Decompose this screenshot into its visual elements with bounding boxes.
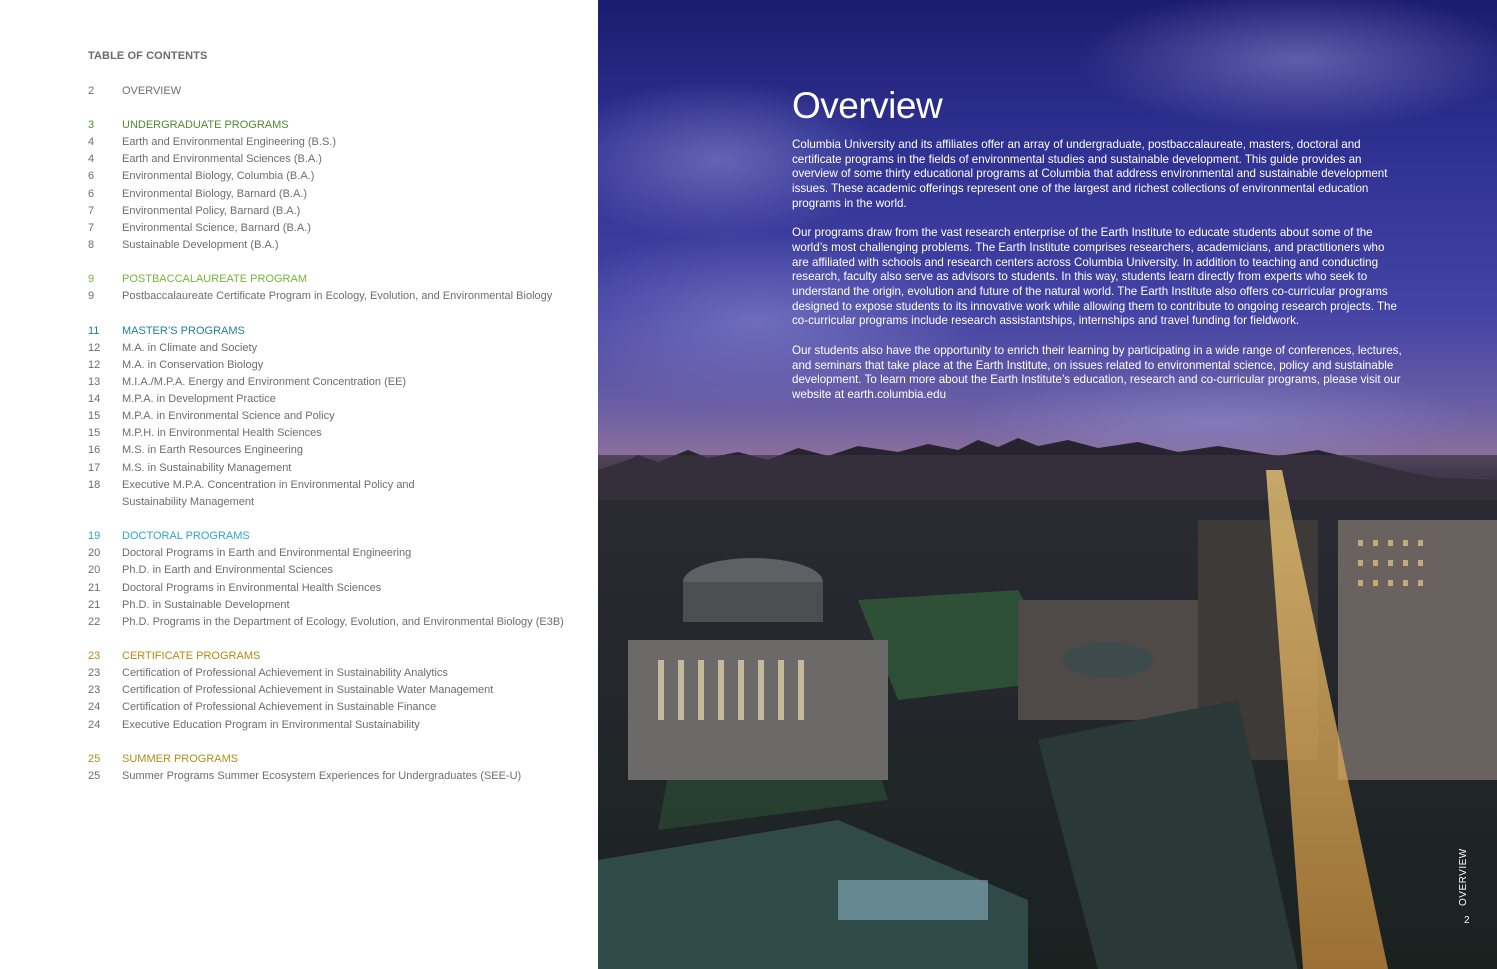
overview-paragraph: Columbia University and its affiliates offer an array of undergraduate, postbaccalaureate, masters, doctoral and certificate programs in the fields of environmental studies and sustainable development. This guide provides an overview of some thirty educational programs at Columbia that address environmental and sustainable development issues. These academic offerings represent one of the largest and richest collections of environmental education programs in the world. — [792, 138, 1388, 210]
toc-entry[interactable] — [88, 442, 588, 459]
toc-entry-label: Certification of Professional Achievement in Sustainable Finance — [122, 701, 437, 713]
toc-entry-label: Sustainable Development (B.A.) — [122, 239, 279, 251]
overview-paragraph: Our students also have the opportunity to enrich their learning by participating in a wide range of conferences, lectures, and seminars that take place at the Earth Institute, on issues related to environmental science, policy and sustainable development. To learn more about the Earth Institute’s education, research and co-curricular programs, please visit our website at earth.columbia.edu — [792, 343, 1402, 401]
toc-entry[interactable] — [88, 408, 588, 425]
toc-entry[interactable] — [88, 391, 588, 408]
toc-section-label: CERTIFICATE PROGRAMS — [122, 650, 261, 662]
toc-entry-label: Environmental Science, Barnard (B.A.) — [122, 222, 311, 234]
toc-entry-label: M.S. in Sustainability Management — [122, 462, 292, 474]
toc-section-certificate[interactable] — [88, 648, 588, 665]
toc-entry[interactable] — [88, 357, 588, 374]
toc-entry-label: Certification of Professional Achievement in Sustainability Analytics — [122, 667, 448, 679]
toc-page-number: 16 — [88, 444, 101, 456]
toc-page-number: 19 — [88, 530, 101, 542]
toc-page-number: 25 — [88, 770, 101, 782]
toc-page-number: 12 — [88, 359, 101, 371]
toc-section-label: DOCTORAL PROGRAMS — [122, 530, 250, 542]
section-side-label — [1457, 836, 1471, 906]
toc-entry-label: Environmental Biology, Barnard (B.A.) — [122, 188, 308, 200]
toc-entry-label: M.S. in Earth Resources Engineering — [122, 444, 303, 456]
toc-page-number: 22 — [88, 616, 101, 628]
toc-entry[interactable] — [88, 477, 588, 494]
overview-paragraph: Our programs draw from the vast research enterprise of the Earth Institute to educate students about some of the world’s most challenging problems. The Earth Institute comprises researchers, academicians, and practitioners who are affiliated with schools and research centers across Columbia University. In addition to teaching and conducting research, faculty also serve as advisors to students. In this way, students learn directly from experts who seek to understand the origin, evolution and future of the natural world. The Earth Institute also offers co-curricular programs designed to expose students to its innovative work while allowing them to contribute to ongoing research projects. The co-curricular programs include research assistantships, internships and travel funding for fieldwork. — [792, 226, 1397, 328]
toc-entry-overview[interactable] — [88, 83, 588, 100]
toc-page-number: 23 — [88, 650, 101, 662]
toc-page-number: 17 — [88, 462, 101, 474]
toc-entry[interactable] — [88, 460, 588, 477]
toc-entry-label: M.P.A. in Development Practice — [122, 393, 276, 405]
overview-text-block — [792, 86, 1404, 417]
toc-entry[interactable] — [88, 134, 588, 151]
toc-page-number: 9 — [88, 273, 95, 285]
overview-page — [598, 0, 1497, 969]
toc-page-number: 13 — [88, 376, 101, 388]
toc-page-number: 14 — [88, 393, 101, 405]
toc-entry[interactable] — [88, 768, 588, 785]
toc-page-number: 8 — [88, 239, 95, 251]
toc-section-postbaccalaureate[interactable] — [88, 271, 588, 288]
toc-entry[interactable] — [88, 237, 588, 254]
toc-section-label: UNDERGRADUATE PROGRAMS — [122, 119, 289, 131]
toc-entry[interactable] — [88, 665, 588, 682]
toc-section-label: SUMMER PROGRAMS — [122, 753, 239, 765]
toc-entry-label: Postbaccalaureate Certificate Program in Ecology, Evolution, and Environmental Biology — [122, 290, 553, 302]
toc-page-number: 20 — [88, 564, 101, 576]
toc-entry[interactable] — [88, 580, 588, 597]
toc-entry[interactable] — [88, 340, 588, 357]
toc-entry-label: M.A. in Climate and Society — [122, 342, 258, 354]
toc-entry-label: Ph.D. in Sustainable Development — [122, 599, 290, 611]
toc-page-number: 23 — [88, 684, 101, 696]
toc-entry-label: M.A. in Conservation Biology — [122, 359, 264, 371]
toc-entry-label: M.I.A./M.P.A. Energy and Environment Concentration (EE) — [122, 376, 407, 388]
toc-entry-label: Ph.D. in Earth and Environmental Sciences — [122, 564, 333, 576]
toc-page-number: 25 — [88, 753, 101, 765]
page-number: 2 — [1464, 915, 1470, 926]
toc-entry[interactable] — [88, 682, 588, 699]
toc-page-number: 7 — [88, 222, 95, 234]
toc-entry[interactable] — [88, 374, 588, 391]
toc-page-number: 20 — [88, 547, 101, 559]
toc-page-number: 9 — [88, 290, 95, 302]
toc-section-label: POSTBACCALAUREATE PROGRAM — [122, 273, 307, 285]
toc-entry[interactable] — [88, 220, 588, 237]
toc-entry[interactable] — [88, 288, 588, 305]
toc-page-number: 23 — [88, 667, 101, 679]
toc-entry[interactable] — [88, 168, 588, 185]
toc-entry-label: Executive M.P.A. Concentration in Environmental Policy and — [122, 479, 415, 491]
toc-page-number: 21 — [88, 599, 101, 611]
toc-entry-label: Certification of Professional Achievement in Sustainable Water Management — [122, 684, 494, 696]
toc-page-number — [88, 494, 122, 511]
toc-entry-label: Environmental Policy, Barnard (B.A.) — [122, 205, 301, 217]
toc-page-number: 24 — [88, 719, 101, 731]
toc-entry-label: Earth and Environmental Engineering (B.S.) — [122, 136, 337, 148]
toc-page-number: 18 — [88, 479, 101, 491]
toc-page-number: 6 — [88, 188, 95, 200]
toc-entry[interactable] — [88, 151, 588, 168]
toc-section-label: MASTER’S PROGRAMS — [122, 325, 245, 337]
toc-page-number: 24 — [88, 701, 101, 713]
toc-entry-continuation[interactable] — [88, 494, 588, 511]
toc-entry-label: M.P.H. in Environmental Health Sciences — [122, 427, 322, 439]
toc-section-summer[interactable] — [88, 751, 588, 768]
toc-entry-label: Ph.D. Programs in the Department of Ecology, Evolution, and Environmental Biology (E3B) — [122, 616, 564, 628]
toc-page-number: 11 — [88, 325, 100, 337]
toc-page-number: 4 — [88, 153, 95, 165]
toc-section-masters[interactable] — [88, 323, 588, 340]
toc-entry-label: Earth and Environmental Sciences (B.A.) — [122, 153, 322, 165]
toc-page-number: 4 — [88, 136, 95, 148]
toc-entry-label: Sustainability Management — [122, 496, 255, 508]
toc-page-number: 7 — [88, 205, 95, 217]
toc-page-number: 12 — [88, 342, 101, 354]
toc-entry[interactable] — [88, 597, 588, 614]
toc-entry[interactable] — [88, 562, 588, 579]
toc-entry-label: OVERVIEW — [122, 85, 182, 97]
toc-entry[interactable] — [88, 699, 588, 716]
toc-page-number: 15 — [88, 410, 101, 422]
toc-page-number: 2 — [88, 85, 95, 97]
toc-entry[interactable] — [88, 545, 588, 562]
toc-entry-label: M.P.A. in Environmental Science and Policy — [122, 410, 335, 422]
toc-entry[interactable] — [88, 717, 588, 734]
toc-section-doctoral[interactable] — [88, 528, 588, 545]
toc-entry[interactable] — [88, 186, 588, 203]
toc-page — [0, 0, 598, 969]
overview-heading: Overview — [792, 85, 943, 126]
toc-entry-label: Doctoral Programs in Environmental Health Sciences — [122, 582, 382, 594]
toc-page-number: 3 — [88, 119, 95, 131]
section-side-label-text: OVERVIEW — [1458, 848, 1469, 906]
toc-page-number: 6 — [88, 170, 95, 182]
toc-entry[interactable] — [88, 203, 588, 220]
toc-entry-label: Executive Education Program in Environmental Sustainability — [122, 719, 420, 731]
toc-entry[interactable] — [88, 425, 588, 442]
toc-entry[interactable] — [88, 614, 588, 631]
toc-entry-label: Environmental Biology, Columbia (B.A.) — [122, 170, 315, 182]
toc-entry-label: Summer Programs Summer Ecosystem Experiences for Undergraduates (SEE-U) — [122, 770, 522, 782]
toc-title: TABLE OF CONTENTS — [88, 50, 208, 62]
toc-entry-label: Doctoral Programs in Earth and Environmental Engineering — [122, 547, 412, 559]
toc-page-number: 15 — [88, 427, 101, 439]
toc-section-undergraduate[interactable] — [88, 117, 588, 134]
toc-page-number: 21 — [88, 582, 101, 594]
